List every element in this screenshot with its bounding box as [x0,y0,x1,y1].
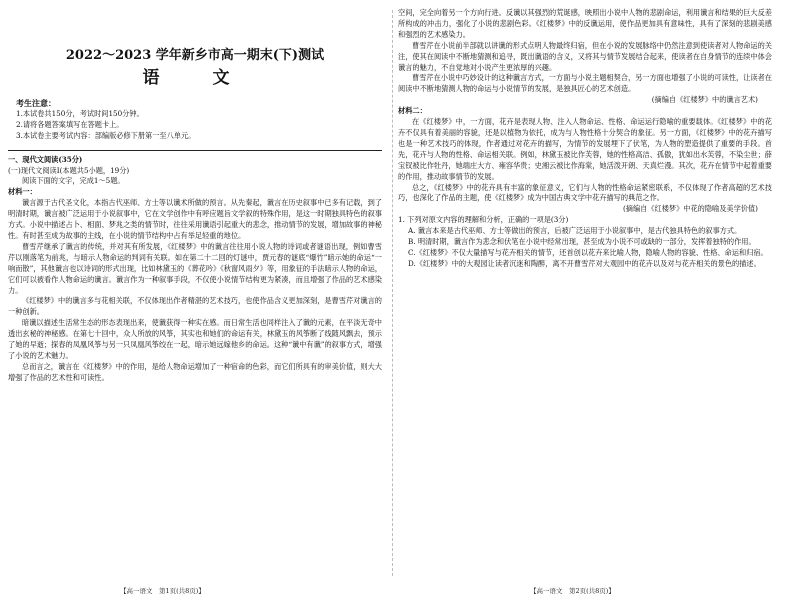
page-1 [8,8,382,578]
material-label: 材料二： [398,106,427,116]
answer-option-b: B. 明清时期，谶言作为悲念和伏笔在小说中经常出现，甚至成为小说不可或缺的一部分，发挥着独特的作用。 [408,237,756,247]
page-footer: 【高一语文 第1页(共8页)】 [120,587,205,595]
answer-option-c: C.《红楼梦》不仅大量描写与花卉相关的情节，还首创以花卉来比喻人物，隐喻人物的容貌、性格、命运和归宿。 [408,247,768,257]
notice-heading: 考生注意： [16,98,56,108]
notice-item: 1.本试卷共150分，考试时间150分钟。 [16,108,144,118]
section-heading: 一、现代文阅读(35分) [8,154,83,164]
paragraph: 曹雪芹在小说中巧妙设计的这种谶言方式，一方面与小说主题相契合，另一方面也增强了小说的可读性，让读者在阅读中不断地猜测人物的命运与小说情节的发展，是独具匠心的艺术创造。 [398,73,772,94]
paragraph: 空间，完全向着另一个方向行进。反谶以其强烈的荒诞感，映照出小说中人物的悲剧命运，利用谶言和结果的巨大反差所构成的冲击力，强化了小说的悲剧色彩。《红楼梦》中的反谶运用，使作品更加具有意味性，具有了深刻的悲剧美感和强烈的艺术感染力。 [398,8,772,39]
divider-line [8,150,382,151]
material-label: 材料一： [8,187,37,197]
paragraph: 总而言之，谶言在《红楼梦》中的作用，是给人物命运增加了一种宿命的色彩，而它们所具有的审美价值，则大大增强了作品的艺术性和可读性。 [8,361,382,382]
paragraph: 曹雪芹继承了谶言的传统，并对其有所发展，《红楼梦》中的谶言往往用小说人物的诗词或者谜语出现，例如曹雪芹以刚落笔为前兆，与暗示人物命运的判词有关联。如在第二十二回的灯谜中，贾元春的谜底“爆竹”暗示她的命运“一响而散”，其他谶言也以诗词的形式出现，比如林黛玉的《葬花吟》《秋窗风雨夕》等，用象征的手法暗示人物的命运，它们可以被看作人物命运的谶言。谶言作为一种叙事手段，不仅使小说情节结构更为紧凑，而且增强了作品的艺术感染力。 [8,241,382,295]
paragraph: 谶言源于古代圣文化，本指古代巫师、方士等以谶术所做的预言。从先秦起，谶言在历史叙事中已多有记载，到了明清时期，谶言被广泛运用于小说叙事中，它在文学创作中有呼应题旨文学叙的特殊作用，是这一时期独具特色的叙事方式。小说中描述占卜、相面、梦兆之类的情节时，往往采用谶语引起重大的悲念，推动情节的发展，增加故事的神秘性。有时甚至成为故事的主线，在小说的情节结构中占有举足轻重的地位。 [8,198,382,240]
paragraph: 总之，《红楼梦》中的花卉具有丰富的象征意义，它们与人物的性格命运紧密联系，不仅体现了作者高超的艺术技巧，也深化了作品的主题，使《红楼梦》成为中国古典文学中花卉描写的典范之作。 [398,182,772,203]
source-credit: (摘编自《红楼梦》中的谶言艺术) [651,95,758,105]
answer-option-a: A. 谶言本来是古代巫师、方士等做出的预言，后被广泛运用于小说叙事中，是古代独具特色的叙事方式。 [408,226,742,236]
notice-item: 2.请将各题答案填写在答题卡上。 [16,119,124,129]
paragraph: 暗谶以描述生活常生态的形态表现出来，使谶获得一种实在感。而日常生活也同样注入了谶的元素，在平淡无奇中透出玄秘的神秘感。在第七十回中，众人所放的风筝，其实也和她们的命运有关，林黛玉的风筝断了线随风飘去，预示了她的早逝；探春的凤凰风筝与另一只凤凰风筝绞在一起，暗示她远嫁他乡的命运。这种“谶中有谶”的叙事方式，增强了小说的艺术魅力。 [8,318,382,360]
answer-option-d: D.《红楼梦》中的大观园让读者沉迷和陶醉，离不开曹雪芹对大观园中的花卉以及对与花卉相关的景色的描述。 [408,258,761,268]
subsection-heading: (一)现代文阅读Ⅰ(本题共5小题，19分) [8,165,130,175]
paragraph: 《红楼梦》中的谶言多与花相关联，不仅体现出作者精湛的艺术技巧，也使作品含义更加深刻，是曹雪芹对谶言的一种创新。 [8,296,382,317]
instruction: 阅读下面的文字，完成1～5题。 [22,176,125,186]
page-divider [392,10,393,576]
page-2 [398,8,772,578]
paragraph: 在《红楼梦》中，一方面，花卉是表现人物、注入人物命运、性格、命运运行隐喻的重要载体。《红楼梦》中的花卉不仅具有着美丽的容貌，还是以植物为依托，成为与人物性格十分契合的象征。另一方面，《红楼梦》中的花卉描写也是一种艺术技巧的体现，作者通过对花卉的描写，为情节的发展埋下了伏笔，为人物的塑造提供了重要的手段。首先，花卉与人物的性格、命运相关联。例如，林黛玉被比作芙蓉，她的性格高洁、孤傲，犹如出水芙蓉，不染尘世；薛宝钗被比作牡丹，她端庄大方、雍容华贵；史湘云被比作海棠，她活泼开朗、天真烂漫。其次，花卉在情节中起着重要的作用，推动故事情节的发展。 [398,117,772,181]
question-stem: 1. 下列对原文内容的理解和分析，正确的一项是(3分) [398,215,569,225]
notice-item: 3.本试卷主要考试内容：部编版必修下册第一至八单元。 [16,130,196,140]
paragraph: 曹雪芹在小说前半部就以讲谶的形式点明人物最终归宿，但在小说的发展脉络中仍然注意到使读者对人物命运的关注，使其在阅读中不断地猜测和追寻，既出谶语的含义，又将其与情节发展结合起来，使读者在自身情节的连续中体会谶言的魅力，不自觉地对小说产生更浓厚的兴趣。 [398,40,772,72]
page-footer: 【高一语文 第2页(共8页)】 [530,587,615,595]
source-credit: (摘编自《红楼梦》中花的隐喻及美学价值) [623,204,758,214]
exam-title: 2022～2023 学年新乡市高一期末(下)测试 [65,48,325,63]
subject-title: 语 文 [142,68,248,88]
